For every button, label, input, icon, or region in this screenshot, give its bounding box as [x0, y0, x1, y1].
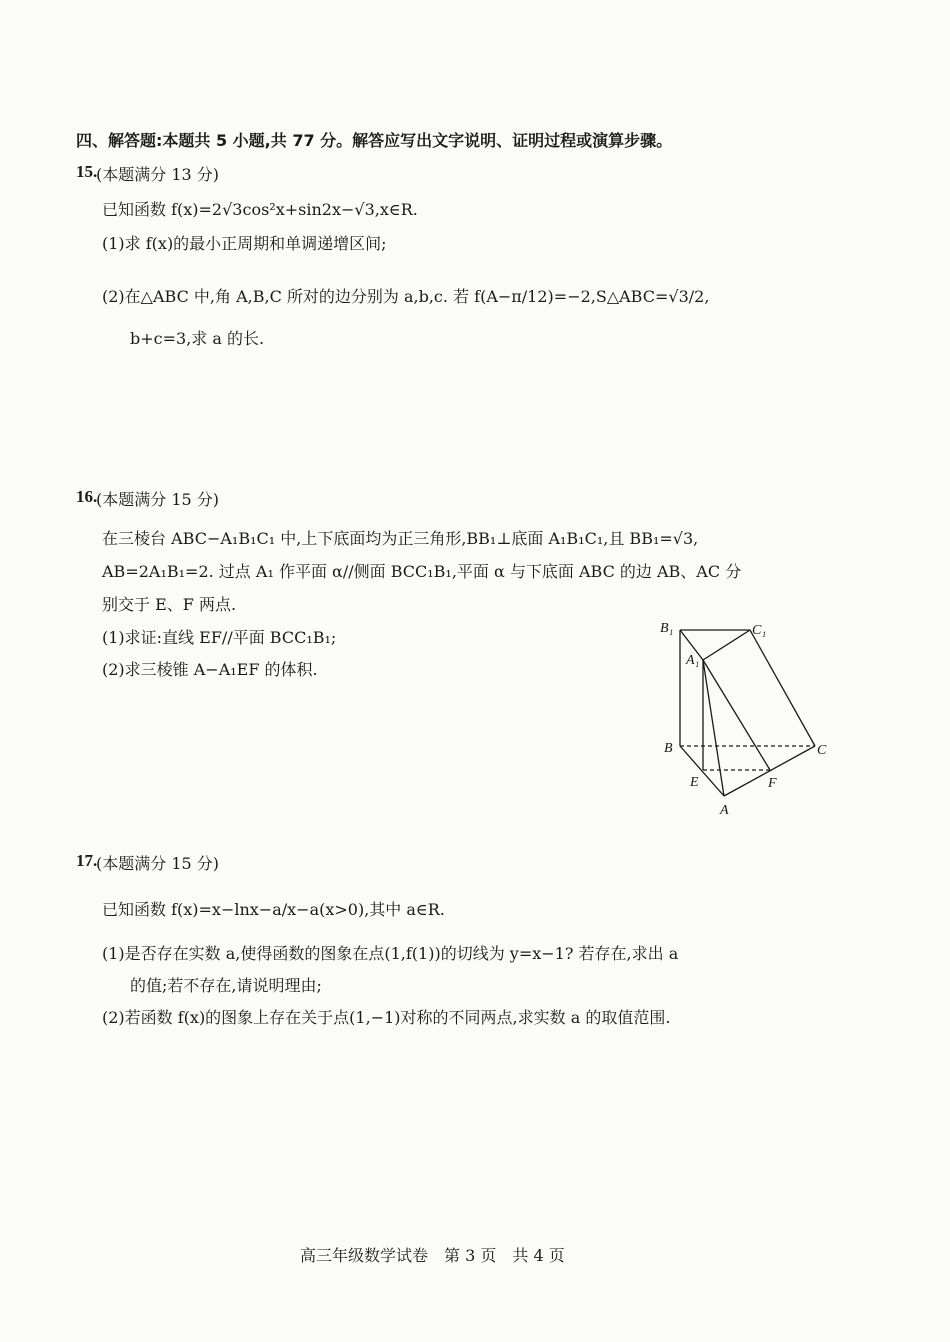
edge-c1c	[750, 630, 815, 746]
question-text-line: 已知函数 f(x)=2√3cos²x+sin2x−√3,x∈R.	[102, 200, 418, 219]
question-text-line: b+c=3,求 a 的长.	[130, 329, 265, 348]
question-meta: (本题满分 13 分)	[96, 165, 220, 184]
frustum-figure	[640, 610, 840, 825]
label-a1: A₁	[686, 653, 700, 668]
question-number: 17.	[76, 851, 98, 870]
label-b1: B₁	[660, 621, 674, 636]
question-text-line: (1)求证:直线 EF//平面 BCC₁B₁;	[102, 628, 337, 647]
question-text-line: (2)求三棱锥 A−A₁EF 的体积.	[102, 660, 318, 679]
question-text-line: AB=2A₁B₁=2. 过点 A₁ 作平面 α//侧面 BCC₁B₁,平面 α 与下底面 ABC 的边 AB、AC 分	[102, 562, 742, 581]
question-number: 16.	[76, 487, 98, 506]
label-e: E	[690, 775, 699, 790]
section-title: 四、解答题:本题共 5 小题,共 77 分。解答应写出文字说明、证明过程或演算步骤。	[76, 131, 673, 150]
edge-c1a1	[703, 630, 750, 660]
label-a: A	[720, 803, 729, 818]
question-text-line: 在三棱台 ABC−A₁B₁C₁ 中,上下底面均为正三角形,BB₁⊥底面 A₁B₁C₁,且 BB₁=√3,	[102, 529, 699, 548]
question-number: 15.	[76, 162, 98, 181]
question-text-line: (2)若函数 f(x)的图象上存在关于点(1,−1)对称的不同两点,求实数 a 的取值范围.	[102, 1008, 671, 1027]
question-text-line: (2)在△ABC 中,角 A,B,C 所对的边分别为 a,b,c. 若 f(A−π/12)=−2,S△ABC=√3/2,	[102, 287, 710, 306]
question-text-line: (1)求 f(x)的最小正周期和单调递增区间;	[102, 234, 387, 253]
question-text-line: 别交于 E、F 两点.	[102, 595, 237, 614]
question-text-line: 已知函数 f(x)=x−lnx−a/x−a(x>0),其中 a∈R.	[102, 900, 445, 919]
label-c: C	[817, 743, 827, 758]
question-text-line: (1)是否存在实数 a,使得函数的图象在点(1,f(1))的切线为 y=x−1? 若存在,求出 a	[102, 944, 679, 963]
label-c1: C₁	[752, 623, 767, 638]
question-text-line: 的值;若不存在,请说明理由;	[130, 976, 322, 995]
question-meta: (本题满分 15 分)	[96, 854, 220, 873]
label-f: F	[768, 776, 777, 791]
label-b: B	[664, 741, 673, 756]
question-meta: (本题满分 15 分)	[96, 490, 220, 509]
edge-a1f	[703, 660, 770, 770]
page-footer: 高三年级数学试卷 第 3 页 共 4 页	[300, 1246, 565, 1265]
